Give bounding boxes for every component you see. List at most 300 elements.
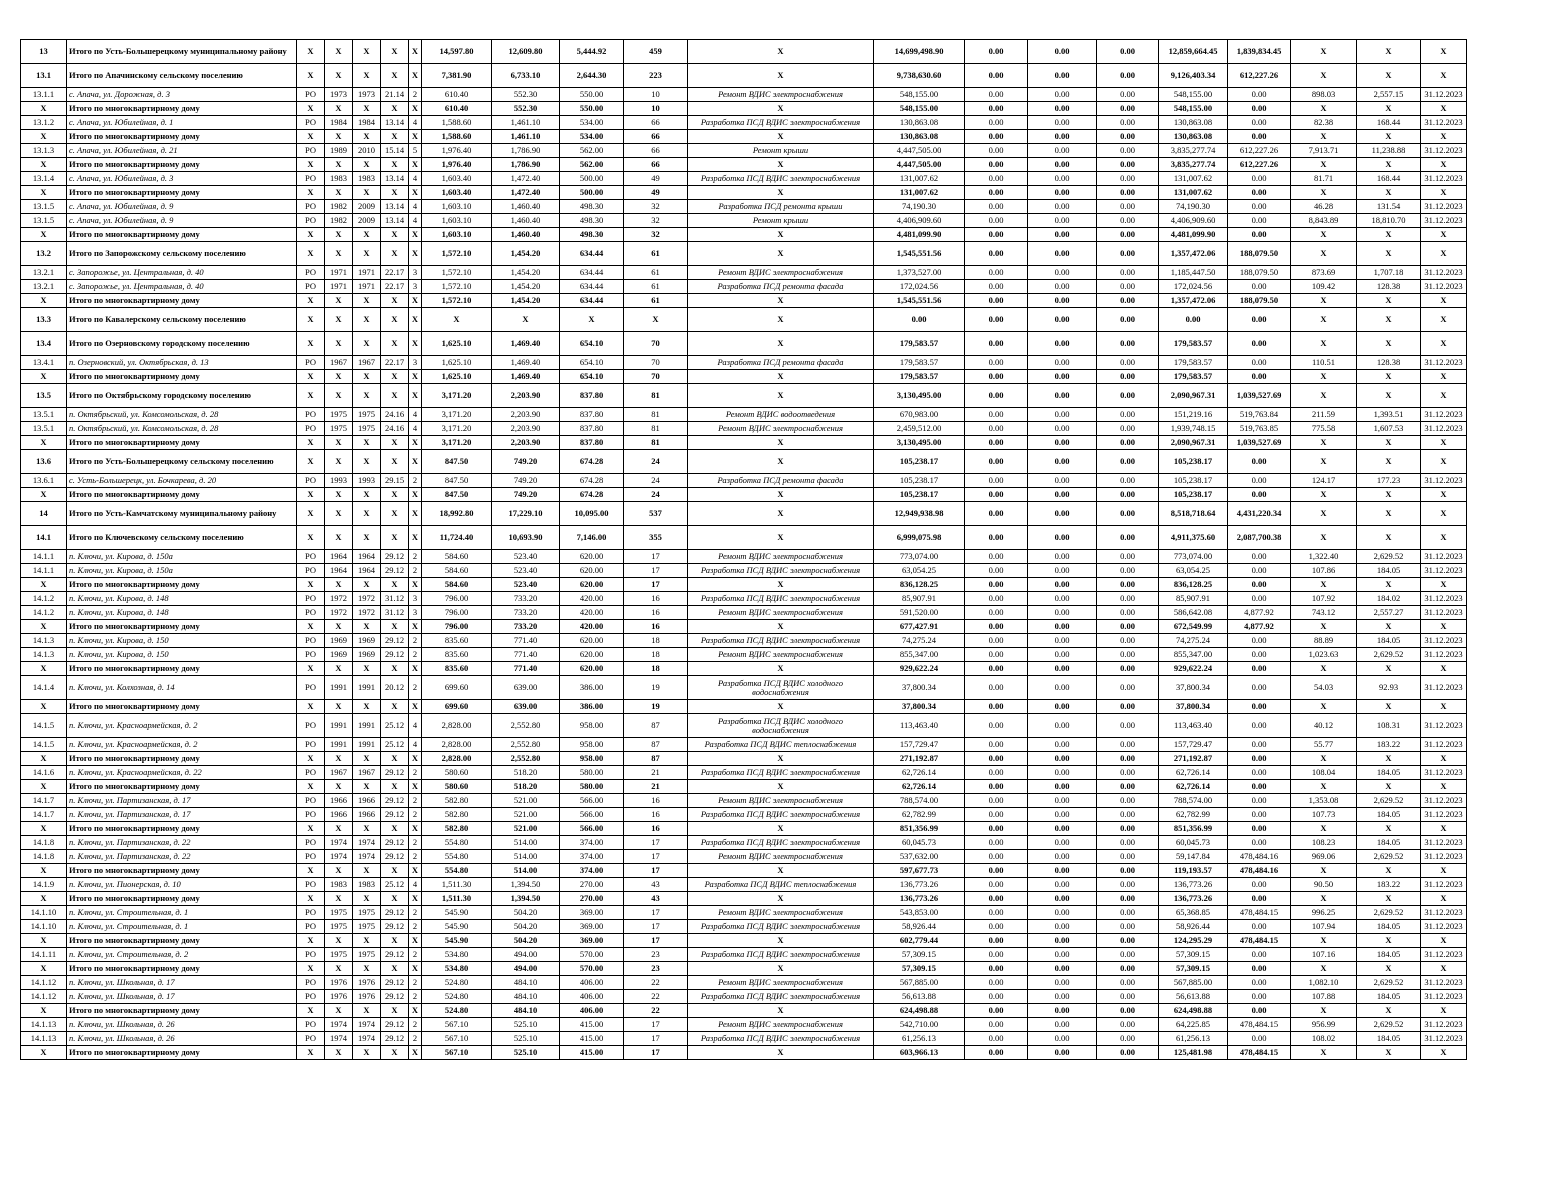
table-cell: 1975 bbox=[325, 906, 353, 920]
table-cell: 0.00 bbox=[1028, 144, 1097, 158]
table-cell: X bbox=[1421, 752, 1467, 766]
table-cell: X bbox=[325, 228, 353, 242]
table-cell: 61 bbox=[624, 242, 688, 266]
table-cell: 406.00 bbox=[560, 976, 624, 990]
table-cell: 184.05 bbox=[1357, 1032, 1421, 1046]
table-cell: 18 bbox=[624, 634, 688, 648]
table-cell: Итого по многоквартирному дому bbox=[67, 370, 297, 384]
table-cell: Итого по многоквартирному дому bbox=[67, 436, 297, 450]
table-cell: 31.12.2023 bbox=[1421, 648, 1467, 662]
table-cell: 0.00 bbox=[1097, 1004, 1159, 1018]
table-cell: 56,613.88 bbox=[874, 990, 965, 1004]
table-cell: 0.00 bbox=[965, 116, 1028, 130]
table-cell: 0.00 bbox=[1228, 186, 1291, 200]
table-cell: 567,885.00 bbox=[874, 976, 965, 990]
table-cell: 1,322.40 bbox=[1291, 550, 1357, 564]
table-cell: 88.89 bbox=[1291, 634, 1357, 648]
table-cell: с. Запорожье, ул. Центральная, д. 40 bbox=[67, 266, 297, 280]
table-cell: 184.05 bbox=[1357, 990, 1421, 1004]
table-cell: 415.00 bbox=[560, 1018, 624, 1032]
table-cell: 0.00 bbox=[1228, 794, 1291, 808]
table-cell: 6,999,075.98 bbox=[874, 526, 965, 550]
table-cell: X bbox=[297, 934, 325, 948]
table-cell: X bbox=[409, 662, 422, 676]
table-cell: 1,607.53 bbox=[1357, 422, 1421, 436]
table-cell: 32 bbox=[624, 200, 688, 214]
table-cell: 0.00 bbox=[965, 564, 1028, 578]
table-cell: X bbox=[688, 488, 874, 502]
table-cell: 61 bbox=[624, 280, 688, 294]
table-cell: 87 bbox=[624, 738, 688, 752]
table-cell: РО bbox=[297, 474, 325, 488]
table-cell: 0.00 bbox=[1228, 474, 1291, 488]
table-cell: 31.12.2023 bbox=[1421, 592, 1467, 606]
table-cell: 31.12.2023 bbox=[1421, 116, 1467, 130]
table-cell: Разработка ПСД ремонта фасада bbox=[688, 356, 874, 370]
table-cell: 847.50 bbox=[422, 474, 492, 488]
table-cell: 0.00 bbox=[1028, 864, 1097, 878]
table-cell: 85,907.91 bbox=[1159, 592, 1228, 606]
table-cell: 157,729.47 bbox=[1159, 738, 1228, 752]
table-cell: X bbox=[1357, 436, 1421, 450]
table-cell: 29.12 bbox=[381, 850, 409, 864]
table-cell: 355 bbox=[624, 526, 688, 550]
table-cell: 1967 bbox=[325, 766, 353, 780]
table-cell: X bbox=[1421, 1046, 1467, 1060]
table-cell: Ремонт ВДИС электроснабжения bbox=[688, 422, 874, 436]
table-cell: X bbox=[1421, 864, 1467, 878]
table-cell: 3 bbox=[409, 280, 422, 294]
table-cell: 0.00 bbox=[1028, 384, 1097, 408]
table-cell: РО bbox=[297, 976, 325, 990]
table-cell: 620.00 bbox=[560, 634, 624, 648]
table-cell: 584.60 bbox=[422, 564, 492, 578]
table-cell: 0.00 bbox=[965, 864, 1028, 878]
table-cell: 969.06 bbox=[1291, 850, 1357, 864]
table-row bbox=[21, 864, 1467, 878]
table-cell: 0.00 bbox=[1228, 738, 1291, 752]
table-cell: 13.1 bbox=[21, 64, 67, 88]
table-cell: 494.00 bbox=[492, 948, 560, 962]
table-cell: 4,431,220.34 bbox=[1228, 502, 1291, 526]
table-cell: п. Ключи, ул. Школьная, д. 17 bbox=[67, 990, 297, 1004]
table-cell: 674.28 bbox=[560, 450, 624, 474]
table-cell: 0.00 bbox=[1097, 408, 1159, 422]
table-cell: 131,007.62 bbox=[874, 186, 965, 200]
table-cell: РО bbox=[297, 116, 325, 130]
table-cell: РО bbox=[297, 550, 325, 564]
table-cell: 0.00 bbox=[1097, 64, 1159, 88]
table-cell: 13.14 bbox=[381, 200, 409, 214]
table-cell: X bbox=[381, 620, 409, 634]
table-cell: 0.00 bbox=[1097, 822, 1159, 836]
table-cell: X bbox=[1357, 752, 1421, 766]
table-cell: 855,347.00 bbox=[874, 648, 965, 662]
table-cell: X bbox=[325, 526, 353, 550]
table-cell: 0.00 bbox=[1028, 308, 1097, 332]
table-cell: Разработка ПСД ВДИС электроснабжения bbox=[688, 564, 874, 578]
table-cell: с. Апача, ул. Юбилейная, д. 9 bbox=[67, 200, 297, 214]
table-cell: X bbox=[409, 1046, 422, 1060]
table-cell: X bbox=[353, 578, 381, 592]
table-cell: 0.00 bbox=[965, 780, 1028, 794]
table-cell: 459 bbox=[624, 40, 688, 64]
table-cell: 0.00 bbox=[965, 186, 1028, 200]
table-cell: Итого по многоквартирному дому bbox=[67, 934, 297, 948]
table-cell: 0.00 bbox=[1028, 606, 1097, 620]
table-cell: X bbox=[1357, 308, 1421, 332]
table-cell: X bbox=[297, 892, 325, 906]
table-cell: 478,484.16 bbox=[1228, 864, 1291, 878]
table-cell: п. Ключи, ул. Кирова, д. 150а bbox=[67, 550, 297, 564]
table-cell: X bbox=[353, 962, 381, 976]
table-cell: 12,949,938.98 bbox=[874, 502, 965, 526]
table-cell: 66 bbox=[624, 144, 688, 158]
table-cell: 0.00 bbox=[1028, 676, 1097, 700]
table-cell: X bbox=[297, 308, 325, 332]
table-cell: 525.10 bbox=[492, 1046, 560, 1060]
table-cell: 168.44 bbox=[1357, 172, 1421, 186]
table-cell: Ремонт ВДИС электроснабжения bbox=[688, 976, 874, 990]
table-cell: 1975 bbox=[353, 920, 381, 934]
table-cell: 17 bbox=[624, 578, 688, 592]
table-cell: X bbox=[381, 186, 409, 200]
table-cell: РО bbox=[297, 948, 325, 962]
table-cell: 43 bbox=[624, 878, 688, 892]
table-cell: 3,171.20 bbox=[422, 436, 492, 450]
table-cell: 2 bbox=[409, 766, 422, 780]
table-cell: 57,309.15 bbox=[1159, 962, 1228, 976]
table-cell: 0.00 bbox=[1028, 752, 1097, 766]
table-cell: 14.1.9 bbox=[21, 878, 67, 892]
table-cell: 0.00 bbox=[965, 294, 1028, 308]
table-cell: Ремонт ВДИС электроснабжения bbox=[688, 850, 874, 864]
table-cell: X bbox=[1421, 502, 1467, 526]
table-cell: 929,622.24 bbox=[1159, 662, 1228, 676]
table-cell: 31.12.2023 bbox=[1421, 766, 1467, 780]
table-cell: 0.00 bbox=[1097, 1018, 1159, 1032]
table-cell: 2,459,512.00 bbox=[874, 422, 965, 436]
table-cell: X bbox=[297, 700, 325, 714]
table-cell: 1,572.10 bbox=[422, 294, 492, 308]
table-cell: 1991 bbox=[325, 738, 353, 752]
table-cell: X bbox=[1291, 1004, 1357, 1018]
table-cell: 0.00 bbox=[965, 738, 1028, 752]
table-cell: 14.1.6 bbox=[21, 766, 67, 780]
table-cell: 0.00 bbox=[1028, 634, 1097, 648]
table-cell: X bbox=[1421, 332, 1467, 356]
table-cell: X bbox=[325, 130, 353, 144]
table-cell: 29.12 bbox=[381, 906, 409, 920]
table-cell: 271,192.87 bbox=[1159, 752, 1228, 766]
table-cell: 0.00 bbox=[965, 578, 1028, 592]
table-cell: 570.00 bbox=[560, 948, 624, 962]
table-cell: X bbox=[409, 308, 422, 332]
table-cell: 31.12.2023 bbox=[1421, 144, 1467, 158]
table-cell: 107.73 bbox=[1291, 808, 1357, 822]
table-cell: 168.44 bbox=[1357, 116, 1421, 130]
table-cell: 699.60 bbox=[422, 700, 492, 714]
table-cell: Итого по многоквартирному дому bbox=[67, 130, 297, 144]
table-cell: 3,171.20 bbox=[422, 384, 492, 408]
table-cell: 13.1.5 bbox=[21, 200, 67, 214]
table-cell: 29.12 bbox=[381, 976, 409, 990]
table-cell: 92.93 bbox=[1357, 676, 1421, 700]
table-cell: X bbox=[325, 436, 353, 450]
table-cell: X bbox=[1421, 962, 1467, 976]
table-cell: 31.12.2023 bbox=[1421, 920, 1467, 934]
table-cell: 0.00 bbox=[1097, 1032, 1159, 1046]
table-cell: X bbox=[21, 1004, 67, 1018]
table-cell: 525.10 bbox=[492, 1018, 560, 1032]
table-row bbox=[21, 962, 1467, 976]
table-cell: 0.00 bbox=[1028, 186, 1097, 200]
table-cell: 0.00 bbox=[1097, 474, 1159, 488]
table-cell: 10 bbox=[624, 88, 688, 102]
table-cell: 0.00 bbox=[1097, 228, 1159, 242]
table-cell: 1964 bbox=[353, 550, 381, 564]
table-row bbox=[21, 158, 1467, 172]
table-cell: 504.20 bbox=[492, 906, 560, 920]
table-cell: 847.50 bbox=[422, 450, 492, 474]
table-body bbox=[21, 40, 1467, 1060]
table-cell: 1966 bbox=[325, 794, 353, 808]
table-cell: 1,603.10 bbox=[422, 200, 492, 214]
table-row bbox=[21, 280, 1467, 294]
table-cell: 2,828.00 bbox=[422, 714, 492, 738]
table-cell: X bbox=[1421, 64, 1467, 88]
table-cell: 14.1.12 bbox=[21, 990, 67, 1004]
table-cell: X bbox=[381, 526, 409, 550]
table-cell: 37,800.34 bbox=[1159, 676, 1228, 700]
table-cell: РО bbox=[297, 144, 325, 158]
table-row bbox=[21, 780, 1467, 794]
table-cell: 1,625.10 bbox=[422, 332, 492, 356]
table-cell: X bbox=[1291, 700, 1357, 714]
table-cell: РО bbox=[297, 214, 325, 228]
table-cell: X bbox=[381, 242, 409, 266]
table-cell: 514.00 bbox=[492, 836, 560, 850]
table-cell: X bbox=[353, 436, 381, 450]
table-cell: 2 bbox=[409, 920, 422, 934]
table-cell: 12,859,664.45 bbox=[1159, 40, 1228, 64]
table-cell: 18 bbox=[624, 662, 688, 676]
table-cell: 537 bbox=[624, 502, 688, 526]
table-cell: РО bbox=[297, 1032, 325, 1046]
table-cell: X bbox=[297, 384, 325, 408]
table-cell: п. Озерновский, ул. Октябрьская, д. 13 bbox=[67, 356, 297, 370]
table-cell: 478,484.16 bbox=[1228, 850, 1291, 864]
table-cell: 591,520.00 bbox=[874, 606, 965, 620]
table-cell: 0.00 bbox=[965, 144, 1028, 158]
table-cell: 270.00 bbox=[560, 878, 624, 892]
table-row bbox=[21, 266, 1467, 280]
table-cell: п. Ключи, ул. Кирова, д. 148 bbox=[67, 606, 297, 620]
table-cell: 4,447,505.00 bbox=[874, 158, 965, 172]
table-cell: X bbox=[325, 1046, 353, 1060]
table-cell: X bbox=[381, 934, 409, 948]
table-cell: X bbox=[381, 370, 409, 384]
table-cell: X bbox=[353, 158, 381, 172]
table-cell: 4 bbox=[409, 214, 422, 228]
table-cell: 0.00 bbox=[965, 436, 1028, 450]
table-cell: X bbox=[353, 64, 381, 88]
table-cell: Итого по многоквартирному дому bbox=[67, 620, 297, 634]
table-cell: X bbox=[381, 228, 409, 242]
table-cell: РО bbox=[297, 676, 325, 700]
table-cell: 0.00 bbox=[1028, 714, 1097, 738]
table-cell: 1964 bbox=[325, 564, 353, 578]
table-cell: 20.12 bbox=[381, 676, 409, 700]
table-cell: 11,724.40 bbox=[422, 526, 492, 550]
table-cell: 749.20 bbox=[492, 450, 560, 474]
table-cell: 1967 bbox=[353, 356, 381, 370]
table-cell: X bbox=[409, 780, 422, 794]
table-cell: 582.80 bbox=[422, 794, 492, 808]
table-cell: 74,190.30 bbox=[874, 200, 965, 214]
table-cell: 1975 bbox=[325, 948, 353, 962]
table-cell: X bbox=[1291, 370, 1357, 384]
table-cell: X bbox=[381, 488, 409, 502]
table-cell: 13.4.1 bbox=[21, 356, 67, 370]
table-cell: 580.60 bbox=[422, 766, 492, 780]
table-cell: 0.00 bbox=[1228, 102, 1291, 116]
table-cell: 2,629.52 bbox=[1357, 648, 1421, 662]
table-cell: 369.00 bbox=[560, 920, 624, 934]
table-cell: X bbox=[353, 294, 381, 308]
table-cell: X bbox=[688, 780, 874, 794]
table-cell: 2,203.90 bbox=[492, 436, 560, 450]
table-cell: X bbox=[297, 370, 325, 384]
table-cell: 46.28 bbox=[1291, 200, 1357, 214]
table-cell: 0.00 bbox=[965, 158, 1028, 172]
table-cell: 1974 bbox=[325, 1018, 353, 1032]
table-cell: 958.00 bbox=[560, 714, 624, 738]
table-cell: 19 bbox=[624, 676, 688, 700]
table-cell: 31.12.2023 bbox=[1421, 836, 1467, 850]
table-cell: 7,381.90 bbox=[422, 64, 492, 88]
table-cell: 0.00 bbox=[1097, 116, 1159, 130]
table-cell: 0.00 bbox=[1097, 172, 1159, 186]
table-cell: X bbox=[409, 158, 422, 172]
table-cell: 31.12.2023 bbox=[1421, 356, 1467, 370]
table-cell: 374.00 bbox=[560, 864, 624, 878]
table-cell: 1975 bbox=[325, 422, 353, 436]
table-cell: 0.00 bbox=[1097, 384, 1159, 408]
table-cell: 0.00 bbox=[965, 88, 1028, 102]
table-cell: X bbox=[688, 64, 874, 88]
table-cell: X bbox=[353, 864, 381, 878]
table-cell: 0.00 bbox=[1028, 436, 1097, 450]
table-cell: 64,225.85 bbox=[1159, 1018, 1228, 1032]
table-cell: Разработка ПСД ВДИС электроснабжения bbox=[688, 1032, 874, 1046]
table-cell: 1,572.10 bbox=[422, 242, 492, 266]
table-cell: РО bbox=[297, 200, 325, 214]
table-cell: 0.00 bbox=[1097, 144, 1159, 158]
table-cell: X bbox=[297, 526, 325, 550]
table-cell: X bbox=[1291, 962, 1357, 976]
table-cell: 0.00 bbox=[1228, 332, 1291, 356]
table-cell: X bbox=[325, 308, 353, 332]
table-cell: 837.80 bbox=[560, 408, 624, 422]
table-cell: 62,726.14 bbox=[1159, 780, 1228, 794]
table-row bbox=[21, 356, 1467, 370]
table-cell: 4 bbox=[409, 116, 422, 130]
table-cell: X bbox=[1357, 502, 1421, 526]
table-cell: 582.80 bbox=[422, 808, 492, 822]
table-cell: 0.00 bbox=[1097, 102, 1159, 116]
table-cell: 0.00 bbox=[965, 620, 1028, 634]
table-cell: 1974 bbox=[325, 1032, 353, 1046]
table-cell: X bbox=[21, 228, 67, 242]
table-cell: 1983 bbox=[353, 878, 381, 892]
table-cell: X bbox=[409, 502, 422, 526]
table-cell: 0.00 bbox=[1097, 808, 1159, 822]
table-cell: 2 bbox=[409, 808, 422, 822]
table-cell: X bbox=[1357, 384, 1421, 408]
table-cell: 14.1.11 bbox=[21, 948, 67, 962]
table-cell: 1971 bbox=[353, 266, 381, 280]
table-cell: 2,629.52 bbox=[1357, 794, 1421, 808]
table-row bbox=[21, 738, 1467, 752]
table-cell: с. Апача, ул. Дорожная, д. 3 bbox=[67, 88, 297, 102]
table-cell: 13.2.1 bbox=[21, 266, 67, 280]
table-cell: X bbox=[1421, 822, 1467, 836]
table-cell: X bbox=[353, 822, 381, 836]
table-cell: 0.00 bbox=[1028, 1032, 1097, 1046]
table-cell: 0.00 bbox=[1228, 714, 1291, 738]
table-cell: 29.12 bbox=[381, 794, 409, 808]
table-cell: X bbox=[353, 934, 381, 948]
table-cell: 374.00 bbox=[560, 836, 624, 850]
table-cell: 0.00 bbox=[1097, 976, 1159, 990]
table-row bbox=[21, 766, 1467, 780]
table-cell: п. Ключи, ул. Кирова, д. 148 bbox=[67, 592, 297, 606]
table-cell: 0.00 bbox=[965, 1018, 1028, 1032]
table-cell: X bbox=[409, 384, 422, 408]
table-cell: 1969 bbox=[325, 634, 353, 648]
table-cell: 18,810.70 bbox=[1357, 214, 1421, 228]
table-cell: 2,203.90 bbox=[492, 384, 560, 408]
table-cell: 24 bbox=[624, 450, 688, 474]
table-cell: 1,472.40 bbox=[492, 172, 560, 186]
table-cell: 1975 bbox=[325, 920, 353, 934]
table-cell: 0.00 bbox=[1228, 228, 1291, 242]
table-cell: 1976 bbox=[325, 990, 353, 1004]
table-cell: 128.38 bbox=[1357, 356, 1421, 370]
table-cell: 0.00 bbox=[965, 648, 1028, 662]
table-cell: Итого по многоквартирному дому bbox=[67, 962, 297, 976]
table-cell: 14 bbox=[21, 502, 67, 526]
table-cell: X bbox=[381, 40, 409, 64]
table-cell: X bbox=[325, 620, 353, 634]
table-cell: X bbox=[297, 1046, 325, 1060]
table-cell: 4,447,505.00 bbox=[874, 144, 965, 158]
table-cell: 0.00 bbox=[965, 934, 1028, 948]
table-cell: 2,087,700.38 bbox=[1228, 526, 1291, 550]
table-cell: 0.00 bbox=[1097, 502, 1159, 526]
table-cell: 580.60 bbox=[422, 780, 492, 794]
table-cell: 0.00 bbox=[965, 280, 1028, 294]
table-cell: 3,171.20 bbox=[422, 422, 492, 436]
table-cell: X bbox=[1357, 102, 1421, 116]
table-cell: X bbox=[1357, 526, 1421, 550]
table-cell: 0.00 bbox=[1097, 662, 1159, 676]
table-cell: 1,786.90 bbox=[492, 158, 560, 172]
table-cell: 0.00 bbox=[965, 920, 1028, 934]
table-cell: 0.00 bbox=[1028, 408, 1097, 422]
table-cell: 0.00 bbox=[965, 422, 1028, 436]
